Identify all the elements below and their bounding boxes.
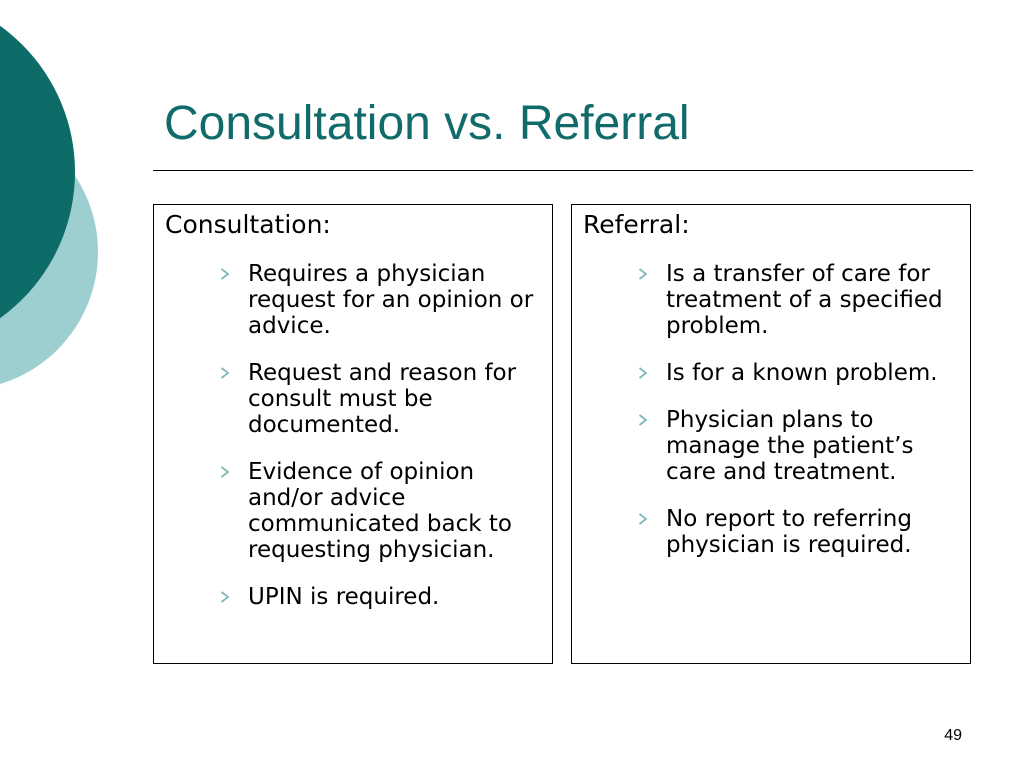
list-item [154, 360, 552, 438]
consultation-panel [153, 204, 553, 664]
referral-heading: Referral: [583, 210, 690, 239]
title-divider [153, 170, 973, 171]
chevron-right-icon [220, 367, 230, 379]
consultation-bullet-list [154, 261, 552, 631]
chevron-right-icon [638, 268, 648, 280]
bullet-text: Evidence of opinion and/or advice communicated back to requesting physician. [248, 459, 512, 563]
list-item [154, 584, 552, 610]
bullet-text: Requires a physician request for an opinion or advice. [248, 261, 534, 339]
bullet-text: Is for a known problem. [666, 360, 938, 386]
chevron-right-icon [638, 513, 648, 525]
decorative-circles [0, 0, 110, 420]
bullet-text: UPIN is required. [248, 584, 440, 610]
consultation-heading: Consultation: [165, 210, 331, 239]
chevron-right-icon [220, 268, 230, 280]
list-item [572, 407, 970, 485]
slide-title: Consultation vs. Referral [164, 97, 690, 150]
bullet-text: Request and reason for consult must be documented. [248, 360, 517, 438]
chevron-right-icon [220, 591, 230, 603]
referral-panel [571, 204, 971, 664]
list-item [154, 459, 552, 563]
chevron-right-icon [638, 367, 648, 379]
referral-bullet-list [572, 261, 970, 579]
chevron-right-icon [220, 466, 230, 478]
list-item [154, 261, 552, 339]
bullet-text: Is a transfer of care for treatment of a specified problem. [666, 261, 943, 339]
list-item [572, 506, 970, 558]
bullet-text: No report to referring physician is required. [666, 506, 912, 558]
list-item [572, 261, 970, 339]
page-number: 49 [944, 727, 962, 744]
bullet-text: Physician plans to manage the patient’s care and treatment. [666, 407, 914, 485]
list-item [572, 360, 970, 386]
chevron-right-icon [638, 414, 648, 426]
